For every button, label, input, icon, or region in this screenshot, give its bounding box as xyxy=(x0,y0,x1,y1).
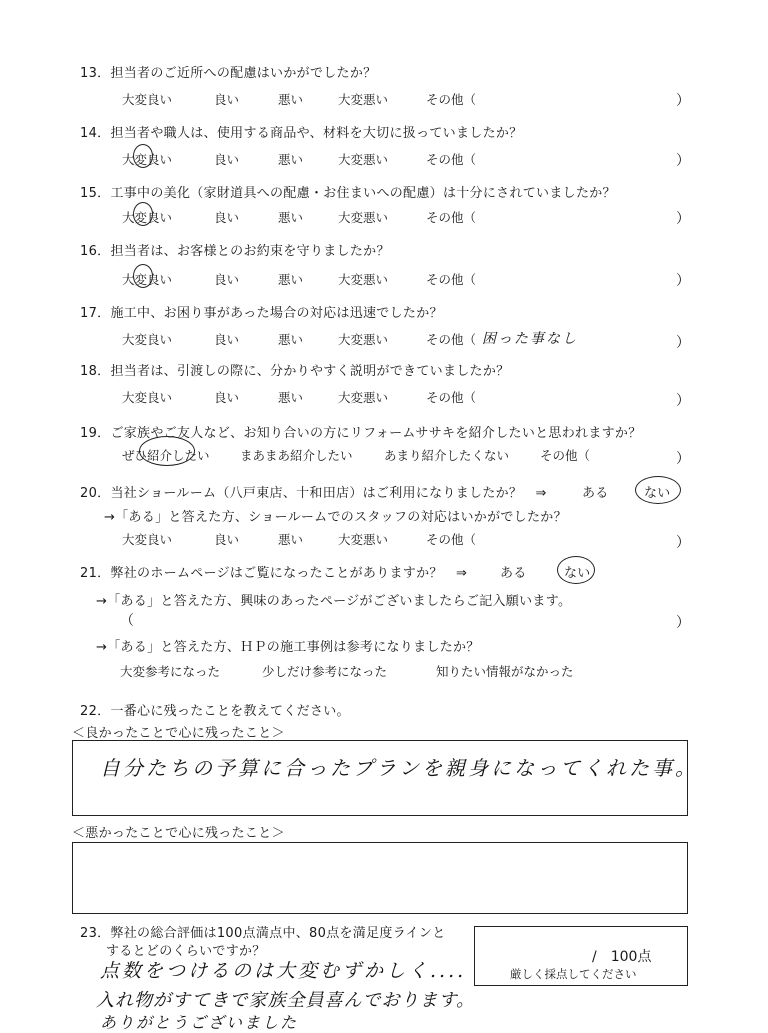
q23-handwritten-line2: 入れ物がすてきで家族全員喜んでおります。 xyxy=(96,990,476,1011)
q21-opt-no[interactable]: ない xyxy=(564,566,591,581)
q14-opt-very-good[interactable]: 大変良い xyxy=(122,152,173,167)
q17-opt-bad[interactable]: 悪い xyxy=(278,332,304,347)
q16-opt-bad[interactable]: 悪い xyxy=(278,272,304,287)
q18-opt-good[interactable]: 良い xyxy=(214,390,240,405)
q23-text-line2: するとどのくらいですか？ xyxy=(106,944,266,959)
q22-text: 22．一番心に残ったことを教えてください。 xyxy=(80,704,350,719)
q20-opt-no[interactable]: ない xyxy=(644,486,671,501)
q21-opt-somewhat-helpful[interactable]: 少しだけ参考になった xyxy=(262,664,388,679)
q14-opt-other[interactable]: その他（ xyxy=(426,152,477,167)
q22-bad-label: ＜悪かったことで心に残ったこと＞ xyxy=(72,826,285,841)
q19-opt-other[interactable]: その他（ xyxy=(540,448,591,463)
q19-close-paren: ） xyxy=(676,451,690,467)
q20-selection-circle xyxy=(635,476,681,504)
q18-opt-very-good[interactable]: 大変良い xyxy=(122,390,173,405)
q13-opt-other[interactable]: その他（ xyxy=(426,92,477,107)
q15-opt-good[interactable]: 良い xyxy=(214,210,240,225)
q14-opt-good[interactable]: 良い xyxy=(214,152,240,167)
q23-handwritten-line3: ありがとうございました xyxy=(100,1013,299,1032)
q17-text: 17．施工中、お困り事があった場合の対応は迅速でしたか？ xyxy=(80,306,443,321)
q21-text: 21．弊社のホームページはご覧になったことがありますか？ ⇒ xyxy=(80,566,468,581)
q20-text: 20．当社ショールーム（八戸東店、十和田店）はご利用になりましたか？ ⇒ xyxy=(80,486,547,501)
q17-opt-good[interactable]: 良い xyxy=(214,332,240,347)
q21-close-paren: ） xyxy=(676,615,690,631)
q16-opt-very-bad[interactable]: 大変悪い xyxy=(338,272,389,287)
q23-text-line1: 23．弊社の総合評価は100点満点中、80点を満足度ラインと xyxy=(80,926,446,941)
q16-opt-other[interactable]: その他（ xyxy=(426,272,477,287)
q16-selection-circle xyxy=(133,264,153,288)
q23-score-denominator: / 100点 xyxy=(592,949,652,965)
q13-opt-very-good[interactable]: 大変良い xyxy=(122,92,173,107)
q21-sub-question-2: →「ある」と答えた方、ＨＰの施工事例は参考になりましたか？ xyxy=(96,640,480,655)
q20-opt-very-good[interactable]: 大変良い xyxy=(122,532,173,547)
q15-opt-very-bad[interactable]: 大変悪い xyxy=(338,210,389,225)
q13-close-paren: ） xyxy=(676,93,690,109)
q17-handwritten-answer: 困った事なし xyxy=(482,331,578,347)
q16-opt-very-good[interactable]: 大変良い xyxy=(122,272,173,287)
q18-opt-other[interactable]: その他（ xyxy=(426,390,477,405)
q13-opt-good[interactable]: 良い xyxy=(214,92,240,107)
q23-handwritten-line1: 点数をつけるのは大変むずかしく.... xyxy=(100,960,467,982)
q16-text: 16．担当者は、お客様とのお約束を守りましたか？ xyxy=(80,244,390,259)
q21-opt-not-helpful[interactable]: 知りたい情報がなかった xyxy=(436,664,574,679)
q14-text: 14．担当者や職人は、使用する商品や、材料を大切に扱っていましたか？ xyxy=(80,126,523,141)
q20-opt-yes[interactable]: ある xyxy=(582,486,609,501)
q22-good-handwritten-answer: 自分たちの予算に合ったプランを親身になってくれた事。 xyxy=(100,756,698,780)
q22-bad-answer-box[interactable] xyxy=(72,842,688,914)
q19-opt-definitely[interactable]: ぜひ紹介したい xyxy=(122,448,210,463)
q19-selection-circle xyxy=(139,436,195,466)
q20-sub-question: →「ある」と答えた方、ショールームでのスタッフの対応はいかがでしたか？ xyxy=(104,510,567,525)
q20-opt-bad[interactable]: 悪い xyxy=(278,532,304,547)
q18-text: 18．担当者は、引渡しの際に、分かりやすく説明ができていましたか？ xyxy=(80,364,510,379)
q14-opt-bad[interactable]: 悪い xyxy=(278,152,304,167)
q13-text: 13．担当者のご近所への配慮はいかがでしたか？ xyxy=(80,66,377,81)
q14-close-paren: ） xyxy=(676,153,690,169)
q20-opt-good[interactable]: 良い xyxy=(214,532,240,547)
q20-opt-other[interactable]: その他（ xyxy=(426,532,477,547)
q21-opt-yes[interactable]: ある xyxy=(500,566,527,581)
q18-close-paren: ） xyxy=(676,393,690,409)
q21-selection-circle xyxy=(557,556,595,584)
q15-text: 15．工事中の美化（家財道具への配慮・お住まいへの配慮）は十分にされていましたか？ xyxy=(80,186,616,201)
q15-opt-bad[interactable]: 悪い xyxy=(278,210,304,225)
q17-opt-very-good[interactable]: 大変良い xyxy=(122,332,173,347)
q22-good-label: ＜良かったことで心に残ったこと＞ xyxy=(72,726,285,741)
q15-opt-very-good[interactable]: 大変良い xyxy=(122,210,173,225)
q14-selection-circle xyxy=(133,144,153,168)
q17-close-paren: ） xyxy=(676,335,690,351)
q19-opt-somewhat[interactable]: まあまあ紹介したい xyxy=(240,448,353,463)
q21-opt-very-helpful[interactable]: 大変参考になった xyxy=(120,664,221,679)
q16-close-paren: ） xyxy=(676,273,690,289)
q15-opt-other[interactable]: その他（ xyxy=(426,210,477,225)
q15-selection-circle xyxy=(133,202,153,226)
q18-opt-bad[interactable]: 悪い xyxy=(278,390,304,405)
q23-score-note: 厳しく採点してください xyxy=(510,967,637,981)
q17-opt-other[interactable]: その他（ xyxy=(426,332,477,347)
q14-opt-very-bad[interactable]: 大変悪い xyxy=(338,152,389,167)
q21-open-paren: （ xyxy=(120,613,134,629)
q18-opt-very-bad[interactable]: 大変悪い xyxy=(338,390,389,405)
q20-opt-very-bad[interactable]: 大変悪い xyxy=(338,532,389,547)
q19-text: 19．ご家族やご友人など、お知り合いの方にリフォームササキを紹介したいと思われますか？ xyxy=(80,426,642,441)
q17-opt-very-bad[interactable]: 大変悪い xyxy=(338,332,389,347)
q19-opt-not-really[interactable]: あまり紹介したくない xyxy=(384,448,510,463)
q15-close-paren: ） xyxy=(676,211,690,227)
q13-opt-very-bad[interactable]: 大変悪い xyxy=(338,92,389,107)
q20-close-paren: ） xyxy=(676,535,690,551)
q13-opt-bad[interactable]: 悪い xyxy=(278,92,304,107)
q21-sub-question-1: →「ある」と答えた方、興味のあったページがございましたらご記入願います。 xyxy=(96,594,572,609)
q16-opt-good[interactable]: 良い xyxy=(214,272,240,287)
